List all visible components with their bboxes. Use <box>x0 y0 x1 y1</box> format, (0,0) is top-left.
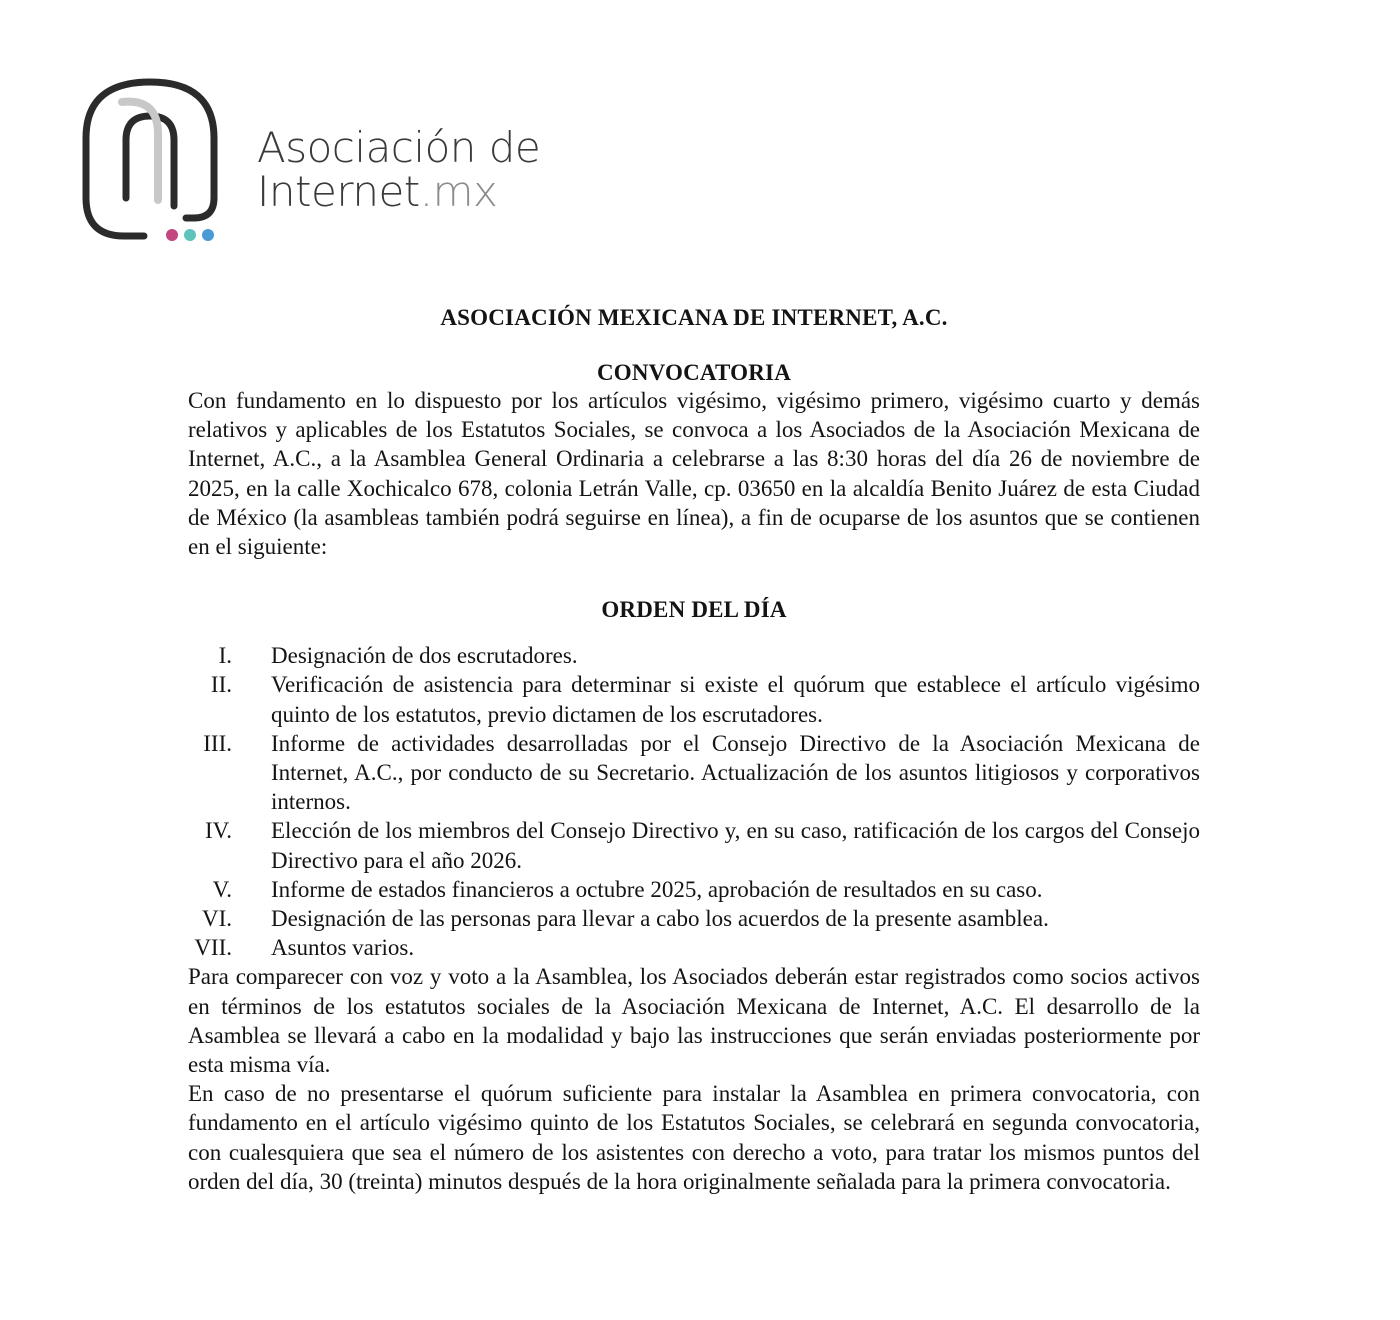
document-title: CONVOCATORIA <box>596 360 792 385</box>
requirements-paragraph: Para comparecer con voz y voto a la Asamblea, los Asociados deberán estar registrados como socios activos en términos de los estatutos sociales de la Asociación Mexicana de Internet, A.C. El desarrollo de la Asamblea se llevará a cabo en la modalidad y bajo las instrucciones que serán enviadas posteriormente por esta misma vía. <box>188 964 1200 1078</box>
logo-dot-teal <box>184 229 196 241</box>
agenda-item-text: Designación de las personas para llevar a cabo los acuerdos de la presente asamblea. <box>271 906 1049 932</box>
logo-mark-icon <box>82 78 252 250</box>
logo-inner-arc <box>126 116 174 206</box>
agenda-item-number: V. <box>212 876 232 902</box>
agenda-item <box>188 670 1200 728</box>
agenda-item-number: II. <box>210 672 232 698</box>
logo-line-2 <box>257 167 540 216</box>
agenda-item <box>188 729 1200 817</box>
agenda-item <box>188 641 1200 670</box>
agenda-title: ORDEN DEL DÍA <box>601 597 787 623</box>
agenda-item-text: Elección de los miembros del Consejo Directivo y, en su caso, ratificación de los cargos del Consejo Directivo para el año 2026. <box>271 818 1200 873</box>
agenda-list <box>188 641 1200 962</box>
agenda-item <box>188 875 1200 904</box>
logo-dot-blue <box>202 229 214 241</box>
document-body <box>188 305 1200 1196</box>
organization-title: ASOCIACIÓN MEXICANA DE INTERNET, A.C. <box>440 305 948 330</box>
agenda-item-text: Designación de dos escrutadores. <box>271 643 578 669</box>
agenda-item-text: Informe de actividades desarrolladas por el Consejo Directivo de la Asociación Mexicana de Internet, A.C., por conducto de su Secretario. Actualización de los asuntos litigiosos y corporativos internos. <box>271 730 1200 815</box>
agenda-item-number: VI. <box>201 906 232 932</box>
agenda-item-number: III. <box>203 730 232 756</box>
intro-paragraph: Con fundamento en lo dispuesto por los artículos vigésimo, vigésimo primero, vigésimo cuarto y demás relativos y aplicables de los Estatutos Sociales, se convoca a los Asociados de la Asociación Mexicana de Internet, A.C., a la Asamblea General Ordinaria a celebrarse a las 8:30 horas del día 26 de noviembre de 2025, en la calle Xochicalco 678, colonia Letrán Valle, cp. 03650 en la alcaldía Benito Juárez de esta Ciudad de México (la asambleas también podrá seguirse en línea), a fin de ocuparse de los asuntos que se contienen en el siguiente: <box>188 388 1200 560</box>
quorum-paragraph: En caso de no presentarse el quórum suficiente para instalar la Asamblea en primera convocatoria, con fundamento en el artículo vigésimo quinto de los Estatutos Sociales, se celebrará en segunda convocatoria, con cualesquiera que sea el número de los asistentes con derecho a voto, para tratar los mismos puntos del orden del día, 30 (treinta) minutos después de la hora originalmente señalada para la primera convocatoria. <box>188 1081 1200 1194</box>
logo-wordmark <box>257 123 541 216</box>
agenda-item <box>188 933 1200 962</box>
logo-dot-pink <box>166 229 178 241</box>
agenda-item-text: Verificación de asistencia para determinar si existe el quórum que establece el artículo vigésimo quinto de los estatutos, previo dictamen de los escrutadores. <box>271 672 1200 727</box>
agenda-item-number: I. <box>218 643 232 669</box>
agenda-item-text: Asuntos varios. <box>271 935 415 961</box>
agenda-item <box>188 816 1200 874</box>
agenda-item <box>188 904 1200 933</box>
organization-logo <box>82 78 562 250</box>
logo-line-2-main: Internet <box>257 167 420 216</box>
agenda-item-number: IV. <box>204 818 232 844</box>
agenda-item-text: Informe de estados financieros a octubre 2025, aprobación de resultados en su caso. <box>271 876 1043 902</box>
logo-line-1: Asociación de <box>257 123 541 172</box>
logo-line-2-suffix: .mx <box>419 167 498 216</box>
agenda-item-number: VII. <box>194 935 232 961</box>
